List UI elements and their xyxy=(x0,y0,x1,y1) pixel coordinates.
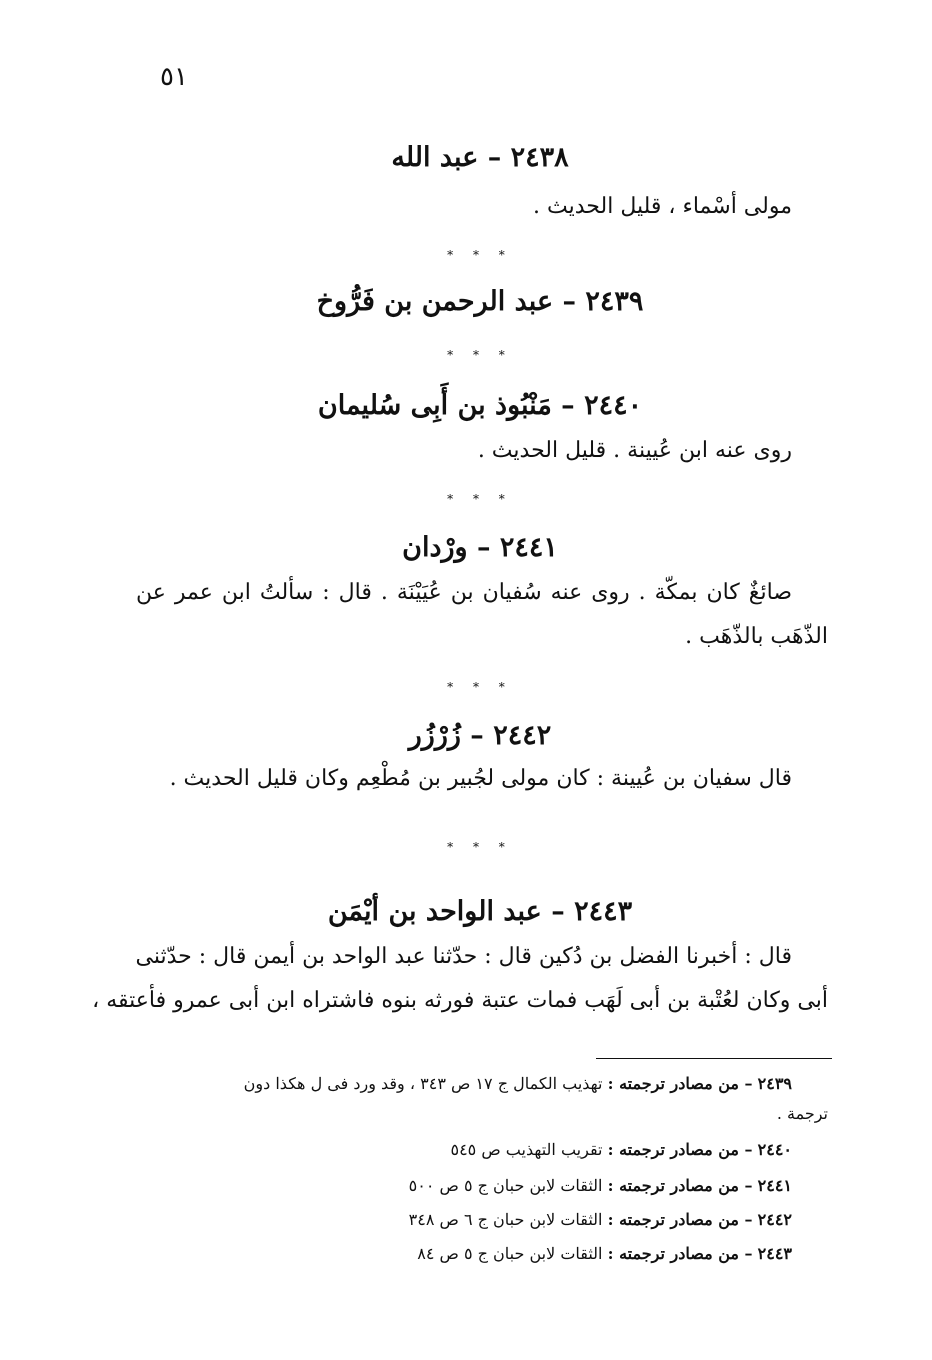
footnote-number: ٢٤٤١ xyxy=(757,1176,792,1195)
footnote-2439-continuation: ترجمة . xyxy=(776,1104,828,1123)
footnote-2439 xyxy=(150,1074,792,1093)
entry-title-2442: ٢٤٤٢ – زُرْزُر xyxy=(408,720,552,751)
entry-text-2443-line-1: قال : أخبرنا الفضل بن دُكين قال : حدّثنا عبد الواحد بن أيمن قال : حدّثنى xyxy=(135,944,792,969)
page-number: ٥١ xyxy=(160,62,188,92)
footnote-2440 xyxy=(450,1140,792,1159)
footnote-label: – من مصادر ترجمته : xyxy=(607,1140,753,1159)
footnote-2441 xyxy=(409,1176,792,1195)
footnote-number: ٢٤٤٢ xyxy=(757,1210,792,1229)
footnote-label: – من مصادر ترجمته : xyxy=(607,1210,753,1229)
entry-text-2442-line-1: قال سفيان بن عُيينة : كان مولى لجُبير بن مُطْعِم وكان قليل الحديث . xyxy=(169,766,792,791)
footnote-number: ٢٤٤٠ xyxy=(757,1140,792,1159)
section-separator: * * * xyxy=(447,492,513,506)
entry-text-2440-line-1: روى عنه ابن عُيينة . قليل الحديث . xyxy=(477,438,792,463)
entry-title-2443: ٢٤٤٣ – عبد الواحد بن أيْمَن xyxy=(327,896,633,927)
entry-title-2439: ٢٤٣٩ – عبد الرحمن بن فَرُّوخ xyxy=(316,286,644,317)
footnote-text: الثقات لابن حبان ج ٥ ص ٥٠٠ xyxy=(408,1176,603,1195)
entry-text-2441-line-1: صائغٌ كان بمكّة . روى عنه سُفيان بن عُيَيْنَة . قال : سألتُ ابن عمر عن xyxy=(136,580,792,605)
entry-title-2441: ٢٤٤١ – ورْدان xyxy=(402,532,558,563)
entry-title-2440: ٢٤٤٠ – مَنْبُوذ بن أَبِى سُليمان xyxy=(317,390,643,421)
footnote-separator-rule xyxy=(596,1058,832,1059)
section-separator: * * * xyxy=(447,348,513,362)
entry-text-2438-line-1: مولى أسْماء ، قليل الحديث . xyxy=(533,194,792,219)
footnote-text: الثقات لابن حبان ج ٥ ص ٨٤ xyxy=(417,1244,603,1263)
footnote-2443 xyxy=(417,1244,792,1263)
section-separator: * * * xyxy=(447,248,513,262)
footnote-text: تهذيب الكمال ج ١٧ ص ٣٤٣ ، وقد ورد فى ل هكذا دون xyxy=(243,1074,603,1093)
footnote-number: ٢٤٤٣ xyxy=(757,1244,792,1263)
section-separator: * * * xyxy=(447,680,513,694)
section-separator: * * * xyxy=(447,840,513,854)
footnote-text: الثقات لابن حبان ج ٦ ص ٣٤٨ xyxy=(408,1210,603,1229)
footnote-label: – من مصادر ترجمته : xyxy=(607,1176,753,1195)
entry-text-2443-line-2: أبى وكان لعُتْبة بن أبى لَهَب فمات عتبة فورثه بنوه فاشتراه ابن أبى عمرو فأعتقه ، xyxy=(92,988,828,1013)
entry-title-2438: ٢٤٣٨ – عبد الله xyxy=(391,142,569,173)
footnote-text: تقريب التهذيب ص ٥٤٥ xyxy=(450,1140,603,1159)
footnote-label: – من مصادر ترجمته : xyxy=(607,1074,753,1093)
footnote-number: ٢٤٣٩ xyxy=(757,1074,792,1093)
footnote-label: – من مصادر ترجمته : xyxy=(607,1244,753,1263)
entry-text-2441-line-2: الذّهَب بالذّهَب . xyxy=(685,624,828,649)
footnote-2442 xyxy=(409,1210,792,1229)
